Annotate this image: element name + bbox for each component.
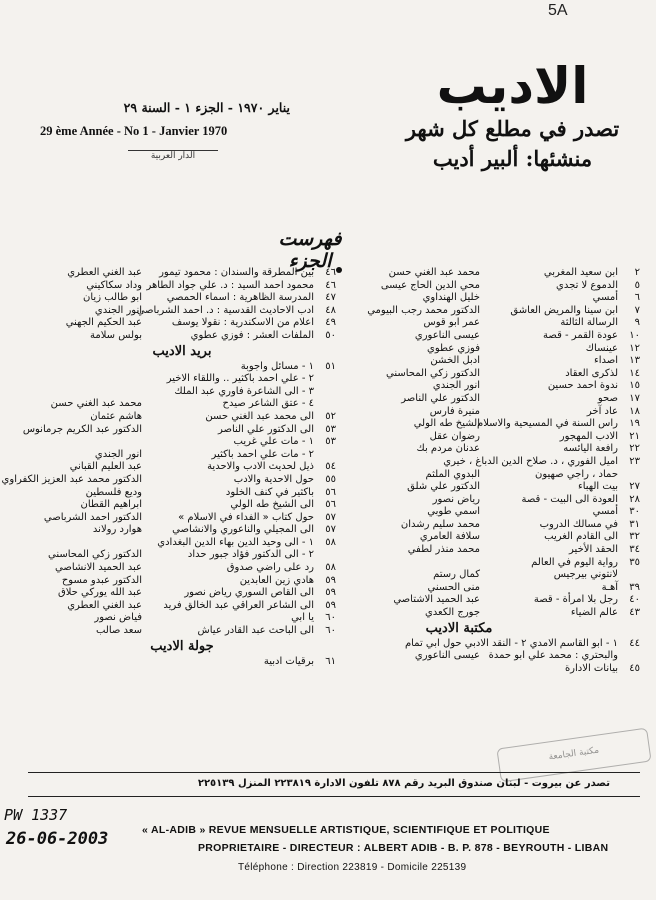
- issue-info-arabic: يناير ١٩٧٠ - الجزء ١ - السنة ٢٩: [123, 100, 290, 115]
- entry-title: حول الاحدية والادب: [233, 473, 314, 485]
- entry-title: العودة الى البيت - قصة: [521, 493, 618, 505]
- entry-page-number: ٣٢: [629, 531, 640, 543]
- entry-title: برقيات ادبية: [263, 655, 314, 667]
- entry-author: عبد الغني العطري: [67, 267, 142, 278]
- entry-title: عودة القمر - قصة: [543, 329, 618, 341]
- toc-left-column: [1, 267, 336, 668]
- entry-title: ندوة احمد حسين: [547, 380, 618, 392]
- entry-author: انور الجندي: [432, 380, 480, 392]
- toc-entry: [348, 280, 640, 293]
- entry-author: الشيخ طه الولي: [413, 418, 480, 430]
- entry-page-number: ٣٤: [629, 544, 640, 556]
- entry-page-number: ١٥: [629, 380, 640, 392]
- entry-title: الى القاص السوري رياض نصور: [184, 587, 314, 599]
- entry-title: ١ - مات علي غريب: [233, 436, 314, 448]
- entry-author: انور الجندي: [94, 448, 142, 460]
- masthead-founder: منشئها: ألبير أديب: [432, 146, 593, 171]
- toc-entry: [28, 317, 336, 330]
- entry-page-number: ٤٩: [325, 317, 336, 329]
- entry-page-number: ٢٧: [629, 481, 640, 493]
- entry-author: عبد العليم القباني: [69, 461, 142, 473]
- publisher-stamp: الدار العربية: [128, 150, 218, 181]
- entry-title: بيانات الادارة: [564, 662, 618, 674]
- toc-entry: [348, 557, 640, 570]
- entry-title: يا ابي: [291, 612, 314, 624]
- entry-author: الدكتور محمد عبد العزيز الكفراوي: [1, 473, 142, 485]
- toc-entry: [348, 607, 640, 620]
- entry-author: محي الدين الحاج عيسى: [380, 279, 480, 291]
- toc-entry: [348, 481, 640, 494]
- entry-author: جورج الكعدي: [424, 607, 480, 619]
- toc-entry: [28, 499, 336, 512]
- entry-author: البدوي الملثم: [425, 468, 480, 480]
- toc-entry: [28, 487, 336, 500]
- entry-author: محمد سليم رشدان: [400, 518, 480, 530]
- entry-title: بين المطرقة والسندان : محمود تيمور: [159, 267, 314, 278]
- entry-author: كمال رستم: [433, 569, 480, 581]
- entry-page-number: ١٠: [629, 329, 640, 341]
- entry-author: عبد الحكيم الجهني: [65, 317, 142, 329]
- entry-title: ذيل لحديث الادب والاحدية: [207, 461, 314, 473]
- toc-entry: [348, 393, 640, 406]
- entry-title: لذكرى العقاد: [565, 367, 618, 379]
- entry-page-number: ٤٧: [325, 292, 336, 304]
- entry-page-number: ٦: [634, 292, 640, 304]
- entry-title: في مسالك الدروب: [539, 518, 618, 530]
- entry-author: محمد عبد الغني حسن: [50, 398, 142, 410]
- toc-entry: [348, 494, 640, 507]
- entry-title: رواية اليوم في العالم: [531, 556, 618, 568]
- entry-title: رد على راضي صدوق: [226, 562, 314, 574]
- entry-page-number: ٢١: [629, 430, 640, 442]
- entry-author: هوارد رولاند: [92, 524, 142, 536]
- entry-title: المدرسة الظاهرية : اسماء الحمصي: [166, 292, 314, 304]
- toc-entry: [348, 638, 640, 651]
- entry-author: هاشم عثمان: [90, 410, 142, 422]
- toc-entry: [348, 406, 640, 419]
- entry-page-number: ٣١: [629, 518, 640, 530]
- entry-title: ٢ - مات علي احمد باكثير: [211, 448, 314, 460]
- french-footer-owner: PROPRIETAIRE - DIRECTEUR : ALBERT ADIB - B. P. 878 - BEYROUTH - LIBAN: [198, 842, 609, 854]
- entry-title: أمسي: [592, 506, 618, 518]
- entry-author: رياض نصور: [432, 493, 480, 505]
- entry-author: منيرة فارس: [429, 405, 480, 417]
- entry-title: ١ - ابو القاسم الامدي ٢ - النقد الادبي حول ابي تمام: [404, 637, 618, 649]
- entry-page-number: ٥٤: [325, 461, 336, 473]
- entry-author: الدكتور احمد الشرباصي: [43, 511, 142, 523]
- entry-author: الدكتور محمد رجب البيومي: [367, 304, 480, 316]
- page-reference: 5A: [548, 2, 568, 19]
- entry-author: انور الجندي: [94, 304, 142, 316]
- toc-entry: [348, 292, 640, 305]
- entry-page-number: ٥٩: [325, 574, 336, 586]
- entry-title: الى القادم الغريب: [544, 531, 618, 543]
- entry-page-number: ٣٠: [629, 506, 640, 518]
- toc-entry: [348, 368, 640, 381]
- toc-entry: [28, 449, 336, 462]
- entry-page-number: ٥٠: [325, 329, 336, 341]
- toc-entry: [28, 386, 336, 399]
- toc-entry: [348, 343, 640, 356]
- toc-entry: [28, 600, 336, 613]
- entry-title: حول كتاب « الفداء في الاسلام »: [178, 511, 314, 523]
- entry-page-number: ٥٩: [325, 587, 336, 599]
- entry-page-number: ٦٠: [325, 625, 336, 637]
- entry-author: عبد الحميد الانشاصي: [55, 562, 142, 574]
- toc-entry: [28, 280, 336, 293]
- entry-title: والبحتري : محمد علي ابو حمدة: [488, 650, 618, 662]
- entry-author: سعد صالب: [95, 625, 142, 637]
- toc-entry: [28, 612, 336, 625]
- toc-title: فهرست الجزء: [278, 228, 342, 272]
- entry-page-number: ١٣: [629, 355, 640, 367]
- entry-page-number: ٤٦: [325, 267, 336, 278]
- entry-page-number: ٢: [634, 267, 640, 278]
- entry-title: صحو: [597, 392, 618, 404]
- entry-page-number: ١٤: [629, 367, 640, 379]
- entry-title: اصداء: [594, 355, 618, 367]
- entry-page-number: ٦٠: [325, 612, 336, 624]
- entry-title: الى المجيلي والناعوري والانشاصي: [172, 524, 314, 536]
- entry-page-number: ٦١: [325, 655, 336, 667]
- entry-author: خليل الهنداوي: [422, 292, 480, 304]
- entry-title: الحقد الأخير: [569, 544, 618, 556]
- entry-title: بيت الهباء: [578, 481, 618, 493]
- toc-entry: [348, 431, 640, 444]
- entry-author: الدكتور علي شلق: [407, 481, 480, 493]
- toc-entry: [348, 355, 640, 368]
- toc-entry: [348, 519, 640, 532]
- entry-author: وديع فلسطين: [85, 486, 142, 498]
- entry-title: ١ - الى وحيد الدين بهاء الدين البغدادي: [157, 536, 314, 548]
- entry-title: الدموع لا تجدي: [556, 279, 618, 291]
- toc-entry: [28, 373, 336, 386]
- entry-title: رجل بلا امرأة - قصة: [533, 594, 618, 606]
- entry-author: الدكتور علي الناصر: [401, 392, 480, 404]
- toc-entry: [28, 537, 336, 550]
- entry-title: ادب الاحاديث القدسية : د. احمد الشرباصي: [136, 304, 314, 316]
- entry-page-number: ٤٤: [629, 637, 640, 649]
- toc-entry: [348, 594, 640, 607]
- toc-entry: [28, 330, 336, 343]
- toc-entry: [348, 418, 640, 431]
- toc-entry: [348, 380, 640, 393]
- toc-entry: [28, 436, 336, 449]
- toc-entry: [22, 423, 336, 437]
- toc-entry: [28, 361, 336, 374]
- entry-author: بولس سلامة: [90, 329, 142, 341]
- entry-author: سلافة العامري: [419, 531, 480, 543]
- entry-page-number: ٥٥: [325, 473, 336, 485]
- entry-title: ٣ - الى الشاعرة فاوري عبد الملك: [174, 385, 314, 397]
- entry-page-number: ٢٣: [629, 455, 640, 467]
- toc-entry: [28, 562, 336, 575]
- entry-author: محمد عبد الغني حسن: [388, 267, 480, 278]
- section-title-library: مكتبة الاديب: [425, 620, 493, 636]
- entry-title: الادب المهجور: [559, 430, 618, 442]
- toc-entry: [348, 544, 640, 557]
- library-stamp: مكتبة الجامعة: [496, 728, 651, 783]
- issue-info-french: 29 ème Année - No 1 - Janvier 1970: [40, 124, 228, 138]
- entry-page-number: ٥١: [325, 360, 336, 372]
- entry-title: ابن سينا والمريض العاشق: [510, 304, 618, 316]
- toc-entry: [348, 582, 640, 595]
- toc-entry: [28, 305, 336, 318]
- entry-author: فياض نصور: [94, 612, 142, 624]
- toc-entry: [348, 267, 640, 280]
- entry-author: اسمي طوبي: [427, 506, 480, 518]
- entry-page-number: ٥٦: [325, 486, 336, 498]
- masthead-tagline: تصدر في مطلع كل شهر: [405, 116, 620, 141]
- entry-page-number: ٩: [634, 317, 640, 329]
- entry-author: الدكتور عبدو مسوح: [61, 574, 142, 586]
- entry-title: رافعة اليائسه: [563, 443, 618, 455]
- entry-page-number: ٥٣: [325, 423, 336, 435]
- entry-title: راس السنة في المسيحية والاسلام: [477, 418, 618, 430]
- entry-author: عدنان مردم بك: [416, 443, 480, 455]
- entry-author: عيسى الناعوري: [414, 329, 480, 341]
- entry-title: الملفات العشر : فوزي عطوي: [190, 329, 314, 341]
- entry-page-number: ٥٨: [325, 536, 336, 548]
- entry-author: عبد الغني العطري: [67, 599, 142, 611]
- entry-page-number: ٤٣: [629, 607, 640, 619]
- toc-entry: [28, 575, 336, 588]
- entry-author: محمد منذر لطفي: [407, 544, 480, 556]
- entry-page-number: ٤٠: [629, 594, 640, 606]
- entry-title: محمود احمد السيد : د. علي جواد الطاهر: [146, 279, 314, 291]
- toc-entry: [28, 411, 336, 424]
- toc-entry: [28, 512, 336, 525]
- toc-entry: [28, 398, 336, 411]
- entry-title: ١ - مسائل واجوبة: [240, 360, 314, 372]
- entry-title: حماد ، راجي صهيون: [535, 468, 618, 480]
- toc-entry: [348, 663, 640, 676]
- entry-author: عبد الحميد الاشتاصي: [393, 594, 480, 606]
- toc-entry: [348, 650, 640, 663]
- entry-title: آهـة: [601, 581, 618, 593]
- entry-title: أمسي: [592, 292, 618, 304]
- entry-title: الرسالة الثالثة: [560, 317, 618, 329]
- footer-divider: [28, 772, 640, 773]
- entry-title: الى الدكتور علي الناصر: [217, 423, 314, 435]
- toc-right-column: [348, 267, 640, 675]
- toc-entry: [348, 305, 640, 318]
- entry-page-number: ٣٥: [629, 556, 640, 568]
- entry-page-number: ٥٧: [325, 511, 336, 523]
- toc-entry: [28, 656, 336, 669]
- entry-page-number: ٥٧: [325, 524, 336, 536]
- french-footer-title: « AL-ADIB » REVUE MENSUELLE ARTISTIQUE, SCIENTIFIQUE ET POLITIQUE: [142, 824, 550, 836]
- entry-page-number: ٥٢: [325, 410, 336, 422]
- toc-entry: [348, 456, 640, 469]
- toc-entry: [348, 330, 640, 343]
- entry-author: رضوان عقل: [429, 430, 480, 442]
- entry-author: ابراهيم القطان: [80, 499, 142, 511]
- entry-page-number: ٥٣: [325, 436, 336, 448]
- entry-title: الى محمد عبد الغني حسن: [205, 410, 314, 422]
- entry-page-number: ٥: [634, 279, 640, 291]
- entry-title: ٤ - عتق الشاعر صيدح: [222, 398, 314, 410]
- entry-page-number: ٧: [634, 304, 640, 316]
- handwritten-date: 26-06-2003: [6, 829, 109, 849]
- footer-arabic: تصدر عن بيروت - لبنان صندوق البريد رقم ٨٧٨ تلفون الادارة ٢٢٣٨١٩ المنزل ٢٢٥١٣٩: [197, 778, 610, 789]
- bullet-dot: [336, 267, 342, 273]
- toc-entry: [348, 569, 640, 582]
- entry-page-number: ٥٨: [325, 562, 336, 574]
- toc-entry: [348, 506, 640, 519]
- entry-page-number: ١٢: [629, 342, 640, 354]
- entry-page-number: ١٩: [629, 418, 640, 430]
- entry-title: اعلام من الاسكندرية : نقولا يوسف: [171, 317, 314, 329]
- toc-entry: [348, 317, 640, 330]
- entry-title: ابن سعيد المغربي: [543, 267, 618, 278]
- section-title-tour: جولة الاديب: [150, 638, 214, 654]
- toc-entry: [1, 473, 336, 487]
- entry-author: عبد الله يوركي حلاق: [57, 587, 142, 599]
- entry-title: الى الشيخ طه الولي: [230, 499, 314, 511]
- entry-author: الدكتور زكي المحاسني: [386, 367, 480, 379]
- entry-author: وداد سكاكيني: [86, 279, 142, 291]
- magazine-logo: الاديب: [436, 57, 589, 115]
- entry-page-number: ١٨: [629, 405, 640, 417]
- french-footer-phone: Téléphone : Direction 223819 - Domicile 225139: [238, 862, 467, 873]
- toc-entry: [348, 443, 640, 456]
- entry-author: فوزي عطوي: [427, 342, 480, 354]
- entry-page-number: ١٧: [629, 392, 640, 404]
- entry-title: عالم الضياء: [570, 607, 618, 619]
- entry-page-number: ٣٩: [629, 581, 640, 593]
- toc-entry: [28, 267, 336, 280]
- toc-entry: [28, 524, 336, 537]
- entry-title: الى الشاعر العراقي عبد الخالق فريد: [163, 599, 314, 611]
- entry-title: اميل الفوري ، د. صلاح الدين الدباغ ، خيري: [443, 455, 618, 467]
- toc-entry: [348, 469, 640, 482]
- entry-title: عاد آخر: [586, 405, 618, 417]
- entry-page-number: ٤٥: [629, 662, 640, 674]
- entry-title: عينساك: [585, 342, 618, 354]
- entry-title: هادي زين العابدين: [239, 574, 314, 586]
- toc-entry: [28, 292, 336, 305]
- toc-entry: [28, 549, 336, 562]
- section-title-mail: بريد الاديب: [152, 343, 212, 359]
- entry-author: الدكتور عبد الكريم جرمانوس: [22, 423, 142, 435]
- entry-author: عمر ابو قوس: [423, 317, 480, 329]
- entry-author: عيسى الناعوري: [414, 650, 480, 662]
- entry-page-number: ٢٢: [629, 443, 640, 455]
- entry-title: باكثير في كنف الخلود: [225, 486, 314, 498]
- toc-entry: [348, 531, 640, 544]
- entry-author: الدكتور زكي المحاسني: [48, 549, 142, 561]
- entry-author: ابو طالب زيان: [83, 292, 142, 304]
- entry-author: ادبل الخشن: [430, 355, 480, 367]
- masthead: [395, 58, 630, 174]
- entry-author: منى الحسني: [427, 581, 480, 593]
- footer-divider-2: [28, 796, 640, 797]
- entry-page-number: ٤٨: [325, 304, 336, 316]
- entry-title: ٢ - علي احمد باكثير .. واللقاء الاخير: [166, 373, 314, 385]
- toc-entry: [28, 461, 336, 474]
- entry-page-number: ٥٩: [325, 599, 336, 611]
- entry-title: ٢ - الى الدكتور فؤاد جبور حداد: [187, 549, 314, 561]
- toc-entry: [28, 625, 336, 638]
- entry-page-number: ٤٦: [325, 279, 336, 291]
- toc-entry: [28, 587, 336, 600]
- entry-page-number: ٥٦: [325, 499, 336, 511]
- handwritten-code: PW 1337: [4, 806, 68, 824]
- entry-title: لانتوني بيرجيس: [553, 569, 618, 581]
- entry-page-number: ٢٨: [629, 493, 640, 505]
- entry-title: الى الباحث عبد القادر عياش: [197, 625, 314, 637]
